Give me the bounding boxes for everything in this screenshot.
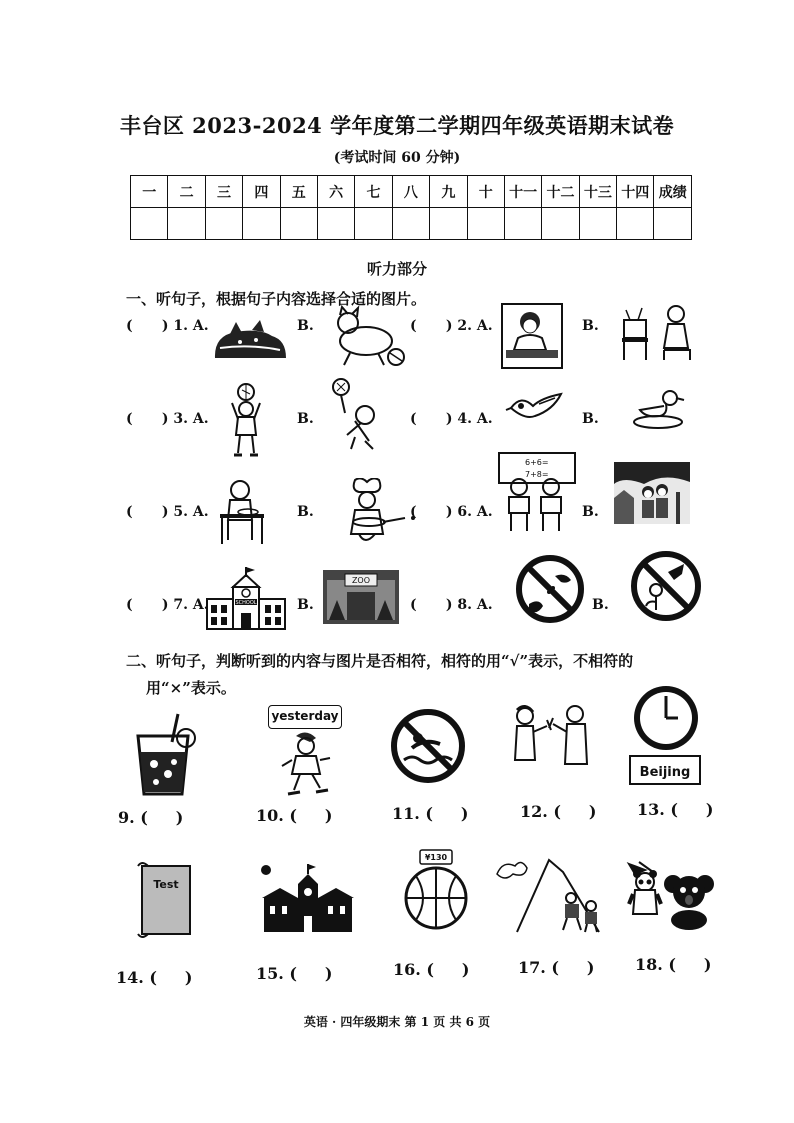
question-5-b[interactable]: B. xyxy=(297,504,314,520)
score-input-cell[interactable] xyxy=(355,208,392,240)
score-input-cell[interactable] xyxy=(467,208,504,240)
score-input-cell[interactable] xyxy=(654,208,692,240)
students-at-blackboard-picture xyxy=(497,451,577,533)
school-building-picture xyxy=(205,565,287,631)
score-header-cell: 成绩 xyxy=(654,176,692,208)
exam-duration: (考试时间 60 分钟) xyxy=(333,150,461,166)
question-4-label[interactable]: ( ) 4. A. xyxy=(410,411,493,427)
zoo-sign-text: ZOO xyxy=(351,576,371,585)
two-people-clapping-picture xyxy=(505,704,597,772)
price-tag-label: ¥130 xyxy=(424,853,448,862)
score-header-cell: 八 xyxy=(392,176,429,208)
answer-13[interactable]: 13. ( ) xyxy=(637,800,714,819)
question-6-label[interactable]: ( ) 6. A. xyxy=(410,504,493,520)
test-label: Test xyxy=(153,878,179,891)
question-2-b[interactable]: B. xyxy=(582,318,599,334)
cat-sleeping-picture xyxy=(210,318,290,362)
question-8-b[interactable]: B. xyxy=(592,597,609,613)
no-picking-flowers-sign xyxy=(515,554,585,624)
score-header-cell: 五 xyxy=(280,176,317,208)
question-4-b[interactable]: B. xyxy=(582,411,599,427)
score-header-cell: 十 xyxy=(467,176,504,208)
answer-11[interactable]: 11. ( ) xyxy=(392,804,469,823)
part1-instruction: 一、听句子，根据句子内容选择合适的图片。 xyxy=(126,290,427,308)
question-2-label[interactable]: ( ) 2. A. xyxy=(410,318,493,334)
boy-eating-picture xyxy=(214,478,270,548)
answer-10[interactable]: 10. ( ) xyxy=(256,806,333,825)
score-input-cell[interactable] xyxy=(579,208,616,240)
score-input-cell[interactable] xyxy=(168,208,205,240)
score-input-cell[interactable] xyxy=(392,208,429,240)
score-header-cell: 二 xyxy=(168,176,205,208)
score-table-header-row xyxy=(131,176,692,208)
question-6-b[interactable]: B. xyxy=(582,504,599,520)
question-7-label[interactable]: ( ) 7. A. xyxy=(126,597,209,613)
part2-instruction-line2: 用“×”表示。 xyxy=(146,679,236,697)
no-swimming-sign xyxy=(390,708,466,784)
answer-14[interactable]: 14. ( ) xyxy=(116,968,193,987)
score-input-cell[interactable] xyxy=(504,208,541,240)
score-header-cell: 十三 xyxy=(579,176,616,208)
beijing-label: Beijing xyxy=(639,765,691,780)
zoo-gate-picture xyxy=(323,570,399,624)
score-input-cell[interactable] xyxy=(280,208,317,240)
answer-16[interactable]: 16. ( ) xyxy=(393,960,470,979)
question-5-label[interactable]: ( ) 5. A. xyxy=(126,504,209,520)
score-header-cell: 十一 xyxy=(504,176,541,208)
score-input-cell[interactable] xyxy=(131,208,168,240)
score-header-cell: 七 xyxy=(355,176,392,208)
score-header-cell: 一 xyxy=(131,176,168,208)
school-sign-text: SCHOOL xyxy=(235,600,257,606)
score-input-cell[interactable] xyxy=(542,208,579,240)
answer-12[interactable]: 12. ( ) xyxy=(520,802,597,821)
test-paper-picture xyxy=(134,860,196,940)
score-input-cell[interactable] xyxy=(617,208,654,240)
school-silhouette-picture xyxy=(258,862,358,934)
answer-15[interactable]: 15. ( ) xyxy=(256,964,333,983)
score-header-cell: 四 xyxy=(243,176,280,208)
chef-cooking-picture xyxy=(335,478,419,548)
part2-instruction-line1: 二、听句子，判断听到的内容与图片是否相符，相符的用“√”表示，不相符的 xyxy=(126,652,634,670)
score-header-cell: 三 xyxy=(205,176,242,208)
score-header-cell: 九 xyxy=(430,176,467,208)
girl-skating-picture xyxy=(278,730,336,800)
boy-playing-basketball-picture xyxy=(222,383,270,459)
question-7-b[interactable]: B. xyxy=(297,597,314,613)
part2-instruction xyxy=(126,650,706,698)
score-header-cell: 六 xyxy=(317,176,354,208)
children-in-park-picture xyxy=(614,462,690,524)
panda-and-koala-picture xyxy=(625,860,717,930)
svg-text:7+8=: 7+8= xyxy=(525,470,549,479)
flying-bird-picture xyxy=(505,390,567,430)
cat-playing-ball-picture xyxy=(330,305,410,371)
beijing-clock-picture xyxy=(628,684,704,788)
score-input-cell[interactable] xyxy=(205,208,242,240)
no-picking-plants-sign xyxy=(630,550,702,622)
answer-9[interactable]: 9. ( ) xyxy=(118,808,184,827)
listening-section-heading: 听力部分 xyxy=(366,260,427,278)
juice-glass-picture xyxy=(132,712,200,798)
basketball-price-picture xyxy=(400,848,472,930)
girl-playing-badminton-picture xyxy=(325,377,385,453)
question-8-label[interactable]: ( ) 8. A. xyxy=(410,597,493,613)
question-3-label[interactable]: ( ) 3. A. xyxy=(126,411,209,427)
girl-reading-picture xyxy=(500,302,564,370)
score-input-cell[interactable] xyxy=(317,208,354,240)
question-1-b[interactable]: B. xyxy=(297,318,314,334)
yesterday-sign: yesterday xyxy=(268,705,342,729)
girl-watching-tv-picture xyxy=(620,300,696,366)
score-header-cell: 十二 xyxy=(542,176,579,208)
score-header-cell: 十四 xyxy=(617,176,654,208)
page-footer: 英语 · 四年级期末 第 1 页 共 6 页 xyxy=(303,1015,491,1029)
swimming-duck-picture xyxy=(630,386,688,436)
score-input-cell[interactable] xyxy=(430,208,467,240)
answer-17[interactable]: 17. ( ) xyxy=(518,958,595,977)
svg-text:6+6=: 6+6= xyxy=(525,458,549,467)
score-table-input-row xyxy=(131,208,692,240)
score-table xyxy=(130,175,692,240)
answer-18[interactable]: 18. ( ) xyxy=(635,955,712,974)
exam-title: 丰台区 2023-2024 学年度第二学期四年级英语期末试卷 xyxy=(119,113,675,138)
climbing-mountain-picture xyxy=(495,852,607,934)
question-3-b[interactable]: B. xyxy=(297,411,314,427)
question-1-label[interactable]: ( ) 1. A. xyxy=(126,318,209,334)
score-input-cell[interactable] xyxy=(243,208,280,240)
